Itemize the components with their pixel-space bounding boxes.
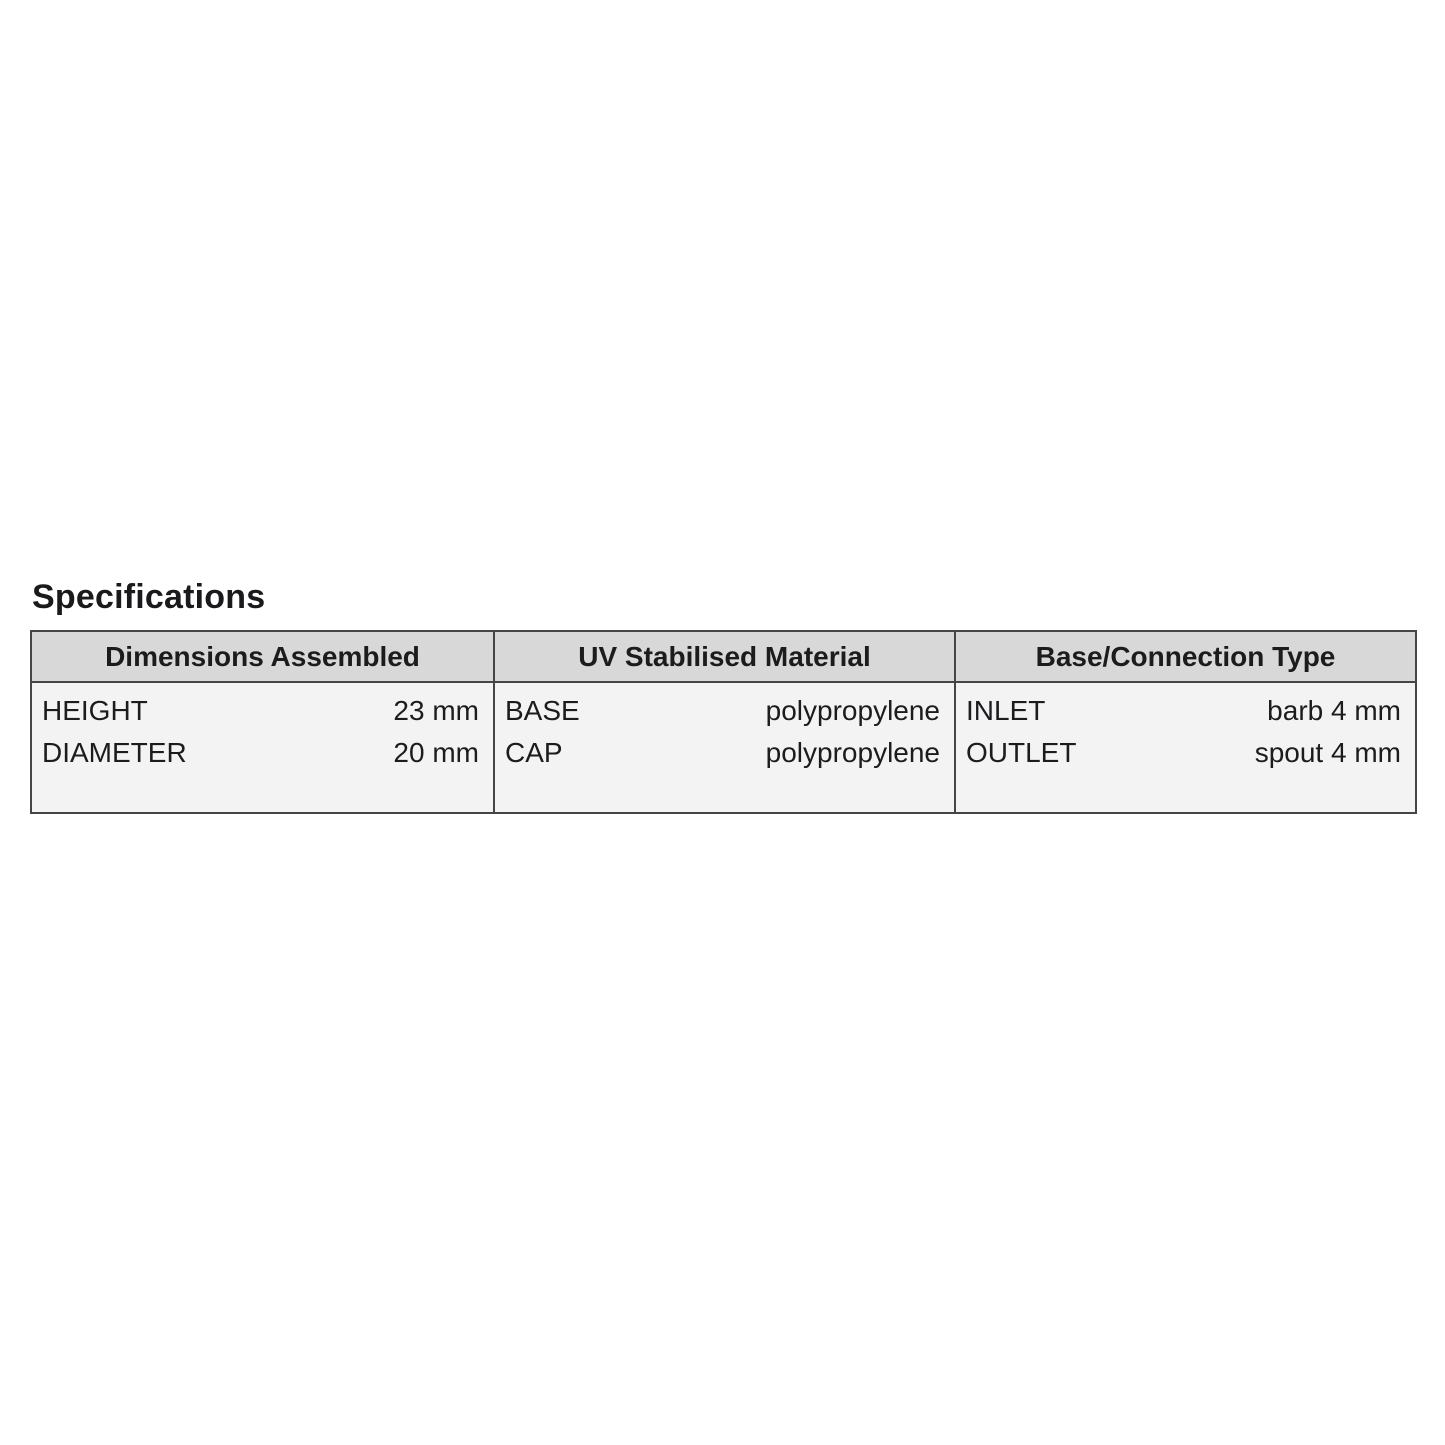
table-row <box>495 690 954 732</box>
row-value: barb 4 mm <box>1267 695 1401 726</box>
column-body <box>956 683 1415 812</box>
column-dimensions-assembled <box>32 632 493 812</box>
column-body <box>32 683 493 812</box>
row-value: 20 mm <box>393 737 479 768</box>
table-row <box>495 732 954 774</box>
specifications-section <box>30 578 1417 814</box>
row-label: BASE <box>505 695 580 726</box>
page-title: Specifications <box>32 578 266 616</box>
row-value: 23 mm <box>393 695 479 726</box>
table-row <box>956 732 1415 774</box>
row-label: DIAMETER <box>42 737 187 768</box>
row-value: spout 4 mm <box>1254 737 1401 768</box>
column-header-dimensions-assembled: Dimensions Assembled <box>32 632 493 683</box>
specifications-table <box>30 630 1417 814</box>
row-label: HEIGHT <box>42 695 148 726</box>
row-label: INLET <box>966 695 1046 726</box>
column-header-uv-stabilised-material: UV Stabilised Material <box>495 632 954 683</box>
table-row <box>956 690 1415 732</box>
row-value: polypropylene <box>765 695 940 726</box>
table-row <box>32 732 493 774</box>
column-body <box>495 683 954 812</box>
table-row <box>32 690 493 732</box>
column-uv-stabilised-material <box>493 632 954 812</box>
column-header-base-connection-type: Base/Connection Type <box>956 632 1415 683</box>
column-base-connection-type <box>954 632 1415 812</box>
row-value: polypropylene <box>765 737 940 768</box>
row-label: CAP <box>505 737 563 768</box>
row-label: OUTLET <box>966 737 1077 768</box>
